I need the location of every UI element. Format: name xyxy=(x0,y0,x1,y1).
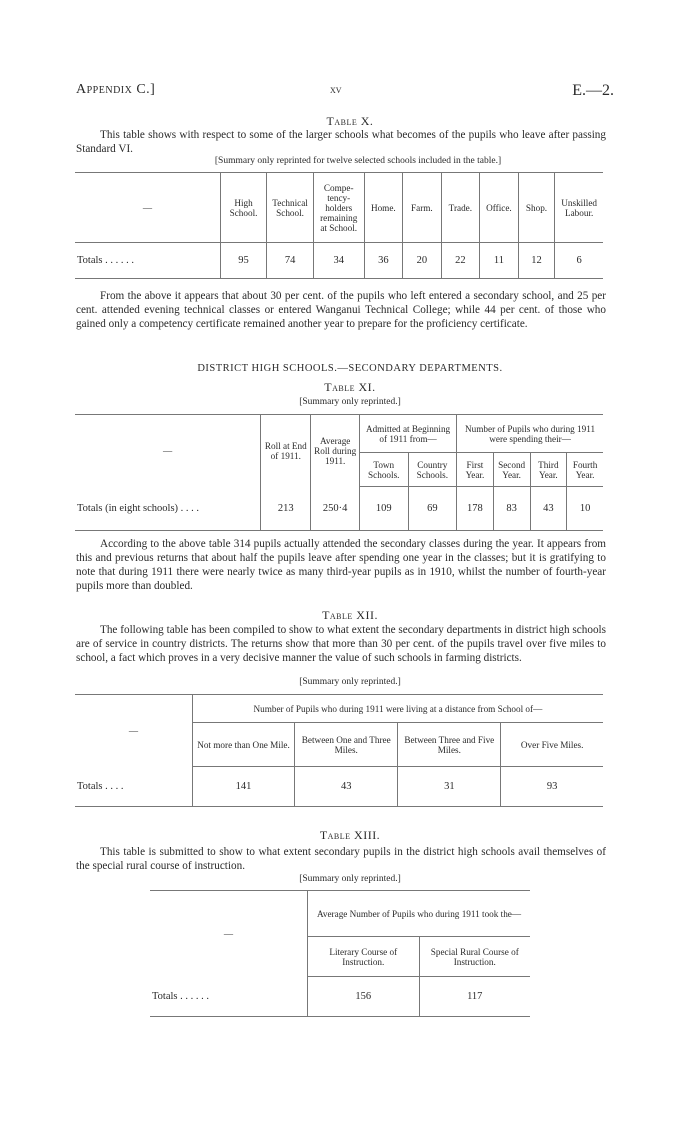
table-x xyxy=(75,172,603,279)
paragraph-2 xyxy=(76,537,606,593)
table-x-col-high-school: High School. xyxy=(220,173,266,243)
table-xii-col-one-to-three-miles: Between One and Three Miles. xyxy=(295,723,398,767)
table-cell: 20 xyxy=(403,243,441,279)
table-xii-intro-text: The following table has been compiled to show to what extent the secondary departments in district high schools are of service in country districts. The returns show that more than 30 per cent. of the pupils travel over five miles to school, a fact which proves in a very decisive manner the value of such schools in farming districts. xyxy=(76,624,606,664)
table-xi-col-average-roll: Average Roll during 1911. xyxy=(311,415,360,487)
table-cell: 156 xyxy=(308,977,419,1017)
table-xiii-col-literary-course: Literary Course of Instruction. xyxy=(308,937,419,977)
table-x-note: [Summary only reprinted for twelve selected schools included in the table.] xyxy=(214,156,502,166)
table-cell: 74 xyxy=(267,243,314,279)
table-cell: 22 xyxy=(441,243,480,279)
table-xi-col-town-schools: Town Schools. xyxy=(359,453,408,487)
table-xii-title: Table XII. xyxy=(322,608,378,622)
table-cell: 31 xyxy=(398,767,501,807)
table-cell: 69 xyxy=(408,487,457,531)
paragraph-1-text: From the above it appears that about 30 per cent. of the pupils who left entered a secondary school, and 25 per cent. attended evening technical classes or entered Wanganui Technical College; while 44 per cent. of those who gained only a competency certificate remained another year to prepare for the proficiency certificate. xyxy=(76,290,606,330)
report-code: E.—2. xyxy=(572,82,614,99)
table-x-col-farm: Farm. xyxy=(403,173,441,243)
table-xiii-group: Average Number of Pupils who during 1911 took the— xyxy=(308,891,530,937)
table-xi-group-year: Number of Pupils who during 1911 were spending their— xyxy=(457,415,603,453)
page-header-appendix: Appendix C.] xyxy=(76,82,156,97)
table-xiii-row-label: Totals . . . . . . xyxy=(150,977,308,1017)
table-xi-totals-row xyxy=(75,487,603,531)
table-cell: 10 xyxy=(567,487,603,531)
table-cell: 117 xyxy=(419,977,530,1017)
table-x-col-technical-school: Technical School. xyxy=(267,173,314,243)
table-x-col-shop: Shop. xyxy=(518,173,555,243)
table-cell: 141 xyxy=(192,767,294,807)
paragraph-2-text: According to the above table 314 pupils actually attended the secondary classes during the year. It appears from this and previous returns that about half the pupils leave after spending one year in the classes; but it is gratifying to note that during 1911 there were nearly twice as many third-year pupils as in 1910, whilst the number of fourth-year pupils more than doubled. xyxy=(76,538,606,592)
table-xii-intro xyxy=(76,623,606,665)
table-cell: 178 xyxy=(457,487,494,531)
table-xi-title: Table XI. xyxy=(324,380,376,394)
section-heading: DISTRICT HIGH SCHOOLS.—SECONDARY DEPARTMENTS. xyxy=(197,363,503,374)
table-xi-note: [Summary only reprinted.] xyxy=(299,397,401,407)
table-xiii-stub: — xyxy=(150,891,308,977)
table-xii-totals-row xyxy=(75,767,603,807)
table-cell: 11 xyxy=(480,243,519,279)
table-xii-group-distance: Number of Pupils who during 1911 were living at a distance from School of— xyxy=(192,695,603,723)
table-xi xyxy=(75,414,603,531)
table-xiii-title: Table XIII. xyxy=(319,828,381,842)
table-x-intro-text: This table shows with respect to some of the larger schools what becomes of the pupils who leave after passing Standard VI. xyxy=(76,129,606,155)
table-xiii-intro-text: This table is submitted to show to what extent secondary pupils in the district high schools avail themselves of the special rural course of instruction. xyxy=(76,846,606,872)
table-xi-col-second-year: Second Year. xyxy=(493,453,530,487)
table-xii-stub: — xyxy=(75,695,192,767)
table-cell: 93 xyxy=(501,767,603,807)
table-cell: 95 xyxy=(220,243,266,279)
table-xii-col-three-to-five-miles: Between Three and Five Miles. xyxy=(398,723,501,767)
table-cell: 109 xyxy=(359,487,408,531)
table-xi-col-fourth-year: Fourth Year. xyxy=(567,453,603,487)
table-xiii-col-rural-course: Special Rural Course of Instruction. xyxy=(419,937,530,977)
table-xiii xyxy=(150,890,530,1017)
table-x-intro xyxy=(76,128,606,156)
table-x-title: Table X. xyxy=(326,114,374,128)
table-cell: 250·4 xyxy=(311,487,360,531)
table-xii-note: [Summary only reprinted.] xyxy=(299,677,401,687)
table-cell: 34 xyxy=(313,243,364,279)
table-cell: 12 xyxy=(518,243,555,279)
table-x-col-trade: Trade. xyxy=(441,173,480,243)
paragraph-1 xyxy=(76,289,606,331)
table-xii-row-label: Totals . . . . xyxy=(75,767,192,807)
table-xi-col-first-year: First Year. xyxy=(457,453,494,487)
table-xiii-totals-row xyxy=(150,977,530,1017)
table-xii-col-over-five-miles: Over Five Miles. xyxy=(501,723,603,767)
table-xii-col-not-more-than-one-mile: Not more than One Mile. xyxy=(192,723,294,767)
table-x-col-unskilled-labour: Unskilled Labour. xyxy=(555,173,603,243)
table-xi-stub: — xyxy=(75,415,261,487)
table-cell: 43 xyxy=(295,767,398,807)
table-xi-row-label: Totals (in eight schools) . . . . xyxy=(75,487,261,531)
table-xi-group-admitted: Admitted at Beginning of 1911 from— xyxy=(359,415,456,453)
table-xii xyxy=(75,694,603,807)
table-xi-col-roll: Roll at End of 1911. xyxy=(261,415,311,487)
table-cell: 43 xyxy=(530,487,567,531)
table-x-col-competency-holders: Compe-tency-holders remaining at School. xyxy=(313,173,364,243)
page-number: xv xyxy=(330,82,342,96)
table-x-totals-row xyxy=(75,243,603,279)
table-cell: 6 xyxy=(555,243,603,279)
table-xi-col-country-schools: Country Schools. xyxy=(408,453,457,487)
table-x-stub: — xyxy=(75,173,220,243)
table-x-col-home: Home. xyxy=(364,173,403,243)
table-cell: 213 xyxy=(261,487,311,531)
table-xi-col-third-year: Third Year. xyxy=(530,453,567,487)
table-cell: 83 xyxy=(493,487,530,531)
table-xiii-intro xyxy=(76,845,606,873)
table-xiii-note: [Summary only reprinted.] xyxy=(299,874,401,884)
table-cell: 36 xyxy=(364,243,403,279)
table-x-col-office: Office. xyxy=(480,173,519,243)
table-x-row-label: Totals . . . . . . xyxy=(75,243,220,279)
